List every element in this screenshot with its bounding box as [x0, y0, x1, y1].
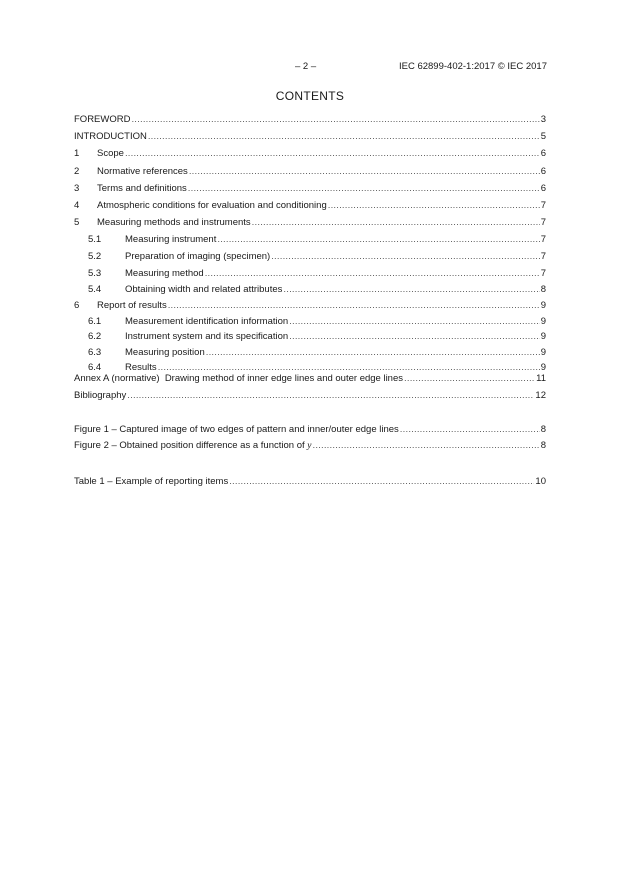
toc-entry-page: 9 — [540, 331, 546, 342]
dot-leader — [125, 148, 540, 159]
page-number: – 2 – — [295, 61, 317, 72]
toc-entry-title: Annex A (normative) Drawing method of inner edge lines and outer edge lines — [74, 373, 404, 384]
toc-entry-title: FOREWORD — [74, 114, 131, 125]
toc-entry-title: Preparation of imaging (specimen) — [125, 251, 271, 262]
dot-leader — [131, 114, 539, 125]
toc-entry-title: Atmospheric conditions for evaluation and conditioning — [97, 200, 327, 211]
toc-entry-foreword[interactable] — [74, 114, 546, 127]
toc-entry-title: INTRODUCTION — [74, 131, 147, 142]
document-reference: IEC 62899-402-1:2017 © IEC 2017 — [398, 61, 547, 72]
dot-leader — [158, 362, 540, 373]
toc-entry-page: 5 — [540, 131, 546, 142]
dot-leader — [283, 284, 539, 295]
toc-entry-page: 12 — [535, 390, 546, 401]
toc-entry-title: Measurement identification information — [125, 316, 289, 327]
toc-entry-number: 5 — [74, 217, 80, 228]
toc-entry-title: Scope — [97, 148, 124, 159]
toc-entry-title: Measuring methods and instruments — [97, 217, 251, 228]
toc-entry-page: 11 — [536, 373, 546, 384]
figure-entry-title-text: Figure 2 – Obtained position difference as a function of — [74, 440, 308, 451]
toc-entry-2[interactable] — [74, 166, 546, 179]
toc-entry-5-3[interactable] — [74, 268, 546, 281]
toc-entry-title: Measuring instrument — [125, 234, 217, 245]
figure-entry-1[interactable] — [74, 424, 546, 437]
toc-entry-title: Measuring position — [125, 347, 205, 358]
toc-entry-title: Instrument system and its specification — [125, 331, 289, 342]
dot-leader — [206, 347, 540, 358]
toc-entry-annex-a[interactable] — [74, 373, 546, 386]
dot-leader — [328, 200, 540, 211]
toc-entry-title: Obtaining width and related attributes — [125, 284, 283, 295]
toc-entry-page: 7 — [540, 234, 546, 245]
toc-entry-6[interactable] — [74, 300, 546, 313]
toc-entry-title: Measuring method — [125, 268, 204, 279]
toc-entry-number: 6 — [74, 300, 80, 311]
figure-entry-variable: y — [307, 441, 312, 451]
dot-leader — [229, 476, 534, 487]
dot-leader — [189, 166, 540, 177]
toc-entry-page: 9 — [540, 300, 546, 311]
toc-entry-page: 9 — [540, 347, 546, 358]
toc-entry-5[interactable] — [74, 217, 546, 230]
table-entry-page: 10 — [535, 476, 546, 487]
toc-entry-6-1[interactable] — [74, 316, 546, 329]
toc-entry-number: 1 — [74, 148, 80, 159]
dot-leader — [168, 300, 540, 311]
toc-entry-number: 5.2 — [88, 251, 102, 262]
toc-entry-page: 6 — [540, 148, 546, 159]
toc-entry-introduction[interactable] — [74, 131, 546, 144]
toc-entry-page: 9 — [540, 362, 546, 373]
contents-title: CONTENTS — [275, 89, 345, 103]
toc-entry-page: 7 — [540, 251, 546, 262]
dot-leader — [188, 183, 540, 194]
figure-entry-title: Figure 1 – Captured image of two edges of pattern and inner/outer edge lines — [74, 424, 399, 435]
toc-entry-page: 7 — [540, 268, 546, 279]
toc-entry-page: 7 — [540, 217, 546, 228]
dot-leader — [252, 217, 540, 228]
toc-entry-5-1[interactable] — [74, 234, 546, 247]
toc-entry-number: 6.1 — [88, 316, 102, 327]
dot-leader — [205, 268, 540, 279]
toc-entry-title: Results — [125, 362, 157, 373]
toc-entry-number: 6.4 — [88, 362, 102, 373]
toc-entry-title: Terms and definitions — [97, 183, 187, 194]
toc-entry-number: 5.1 — [88, 234, 102, 245]
figure-entry-page: 8 — [540, 424, 546, 435]
table-entry-title: Table 1 – Example of reporting items — [74, 476, 229, 487]
toc-entry-number: 4 — [74, 200, 80, 211]
dot-leader — [400, 424, 540, 435]
dot-leader — [127, 390, 534, 401]
figure-entry-page: 8 — [540, 440, 546, 451]
toc-entry-bibliography[interactable] — [74, 390, 546, 403]
dot-leader — [148, 131, 540, 142]
toc-entry-page: 9 — [540, 316, 546, 327]
toc-entry-page: 3 — [540, 114, 546, 125]
toc-entry-number: 5.3 — [88, 268, 102, 279]
toc-entry-1[interactable] — [74, 148, 546, 161]
dot-leader — [217, 234, 539, 245]
dot-leader — [271, 251, 539, 262]
toc-entry-page: 7 — [540, 200, 546, 211]
toc-entry-title: Normative references — [97, 166, 188, 177]
toc-entry-6-3[interactable] — [74, 347, 546, 360]
toc-entry-5-4[interactable] — [74, 284, 546, 297]
table-entry-1[interactable] — [74, 476, 546, 489]
toc-entry-title: Bibliography — [74, 390, 127, 401]
dot-leader — [289, 331, 540, 342]
toc-entry-number: 5.4 — [88, 284, 102, 295]
dot-leader — [289, 316, 540, 327]
page-header — [0, 61, 620, 75]
toc-entry-page: 8 — [540, 284, 546, 295]
toc-entry-3[interactable] — [74, 183, 546, 196]
toc-entry-number: 6.2 — [88, 331, 102, 342]
figure-entry-title — [74, 440, 311, 451]
figure-entry-2[interactable] — [74, 440, 546, 453]
toc-entry-5-2[interactable] — [74, 251, 546, 264]
toc-entry-title: Report of results — [97, 300, 167, 311]
toc-entry-6-2[interactable] — [74, 331, 546, 344]
dot-leader — [404, 373, 535, 384]
toc-entry-number: 6.3 — [88, 347, 102, 358]
toc-entry-page: 6 — [540, 183, 546, 194]
toc-entry-4[interactable] — [74, 200, 546, 213]
toc-entry-page: 6 — [540, 166, 546, 177]
toc-entry-number: 2 — [74, 166, 80, 177]
toc-entry-number: 3 — [74, 183, 80, 194]
dot-leader — [312, 440, 539, 451]
